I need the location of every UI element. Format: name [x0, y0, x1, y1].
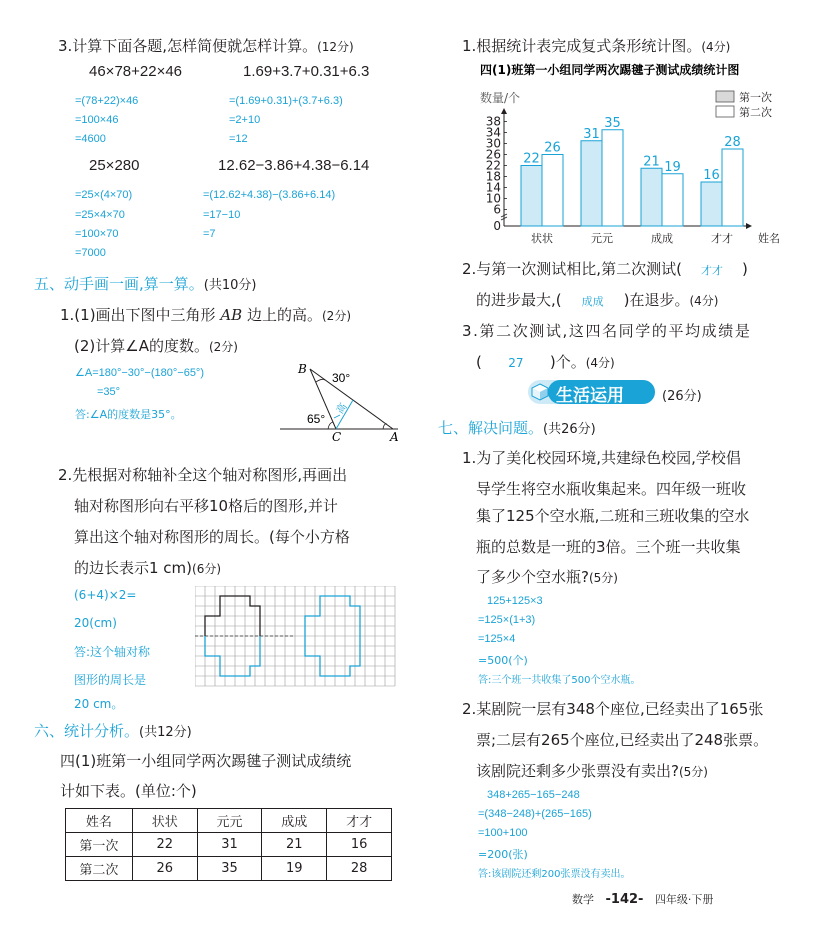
- bar-value-label: 28: [724, 135, 741, 150]
- cube-icon: [530, 382, 550, 402]
- sec5-q1-line2: (2)计算∠A的度数。(2分): [74, 337, 238, 355]
- legend-label: 第一次: [739, 91, 772, 104]
- x-category-label: 元元: [591, 232, 613, 245]
- table-cell: 16: [327, 833, 392, 857]
- table-header-row: [66, 809, 392, 833]
- bar: [521, 166, 542, 227]
- triangle-figure: [276, 360, 401, 442]
- bar: [602, 130, 623, 226]
- q3-expr-1: 46×78+22×46: [89, 63, 183, 80]
- label-angle-b: 30°: [332, 371, 351, 385]
- sec7-q1-line3: 集了125个空水瓶,二班和三班收集的空水: [476, 507, 750, 525]
- sec7-q1-step-1: 125+125×3: [487, 595, 543, 607]
- bar-value-label: 35: [604, 115, 621, 131]
- table-cell: 21: [262, 833, 327, 857]
- bar-value-label: 21: [643, 154, 660, 170]
- legend-swatch: [716, 91, 734, 102]
- sec7-q1-line2: 导学生将空水瓶收集起来。四年级一班收: [476, 480, 747, 498]
- sec7-q1-step-4: =500(个): [478, 654, 528, 667]
- y-tick-label: 6: [493, 202, 501, 217]
- section-6-title: 六、统计分析。(共12分): [34, 722, 192, 740]
- q3-expr-2: 1.69+3.7+0.31+6.3: [243, 63, 370, 80]
- bar: [542, 155, 563, 227]
- banner-points: (26分): [662, 389, 702, 404]
- sec7-q1-step-2: =125×(1+3): [478, 614, 536, 626]
- bar-value-label: 19: [664, 159, 681, 175]
- table-cell: 31: [197, 833, 262, 857]
- sec7-q1-step-3: =125×4: [478, 633, 516, 645]
- sec5-q2-line3: 算出这个轴对称图形的周长。(每个小方格: [74, 528, 350, 546]
- q3-step-1-1: =(78+22)×46: [75, 95, 139, 107]
- sec5-q1-ans-1: ∠A=180°−30°−(180°−65°): [75, 367, 204, 379]
- bar: [701, 182, 722, 226]
- right-q3-line1: 3.第二次测试,这四名同学的平均成绩是: [462, 322, 752, 340]
- y-tick-label: 0: [493, 219, 501, 233]
- sec5-q1-ans-3: 答:∠A的度数是35°。: [75, 408, 182, 421]
- footer-page-number: -142-: [605, 892, 644, 907]
- sec7-q2-step-3: =100+100: [478, 827, 528, 839]
- sec7-q1-line5: 了多少个空水瓶?(5分): [476, 568, 618, 586]
- y-tick-label: 10: [485, 191, 501, 206]
- label-a: A: [390, 430, 399, 442]
- x-category-label: 成成: [651, 232, 673, 245]
- sec7-q2-line2: 票;二层有265个座位,已经卖出了248张票。: [476, 731, 769, 749]
- q3-step-1-3: =4600: [75, 133, 106, 145]
- q3-blank: 27: [508, 356, 524, 370]
- q3-expr-3: 25×280: [89, 157, 140, 174]
- chart-legend: [716, 90, 772, 119]
- sec5-q2-ans-1: (6+4)×2=: [74, 588, 137, 602]
- q3-step-3-1: =25×(4×70): [75, 189, 133, 201]
- right-q3-line2: ( 27 )个。(4分): [476, 353, 615, 371]
- sec5-q2-line1: 2.先根据对称轴补全这个轴对称图形,再画出: [58, 466, 348, 484]
- sec7-q2-line1: 2.某剧院一层有348个座位,已经卖出了165张: [462, 700, 764, 718]
- q3-step-3-3: =100×70: [75, 228, 119, 240]
- symmetry-grid: [195, 586, 396, 687]
- q3-expr-4: 12.62−3.86+4.38−6.14: [218, 157, 370, 174]
- table-cell: 第一次: [66, 833, 133, 857]
- q3-step-2-3: =12: [229, 133, 248, 145]
- sec5-q1-line1: 1.(1)画出下图中三角形 AB 边上的高。(2分): [60, 306, 351, 324]
- bar-value-label: 26: [544, 140, 561, 156]
- sec7-q2-step-2: =(348−248)+(265−165): [478, 808, 592, 820]
- sec5-q2-ans-4: 图形的周长是: [74, 673, 147, 687]
- angle-c-arc: [328, 422, 333, 429]
- table-cell: 35: [197, 857, 262, 881]
- legend-swatch: [716, 106, 734, 117]
- q2-blank-2: 成成: [581, 295, 604, 308]
- q3-step-1-2: =100×46: [75, 114, 119, 126]
- legend-label: 第二次: [739, 106, 772, 119]
- y-tick-label: 38: [485, 114, 501, 129]
- table-cell: 28: [327, 857, 392, 881]
- q3-step-3-2: =25×4×70: [75, 209, 125, 221]
- bar: [641, 168, 662, 226]
- x-axis-arrow: [746, 223, 752, 229]
- table-header-cell: 状状: [132, 809, 197, 833]
- right-q1-title: 1.根据统计表完成复式条形统计图。(4分): [462, 37, 731, 55]
- table-cell: 22: [132, 833, 197, 857]
- sec5-q1-ans-2: =35°: [97, 386, 121, 398]
- sec5-q2-ans-5: 20 cm。: [74, 697, 124, 711]
- x-category-label: 才才: [711, 232, 733, 245]
- sec7-q1-line1: 1.为了美化校园环境,共建绿色校园,学校倡: [462, 449, 741, 467]
- sec6-intro-1: 四(1)班第一小组同学两次踢毽子测试成绩统: [60, 752, 352, 770]
- sec7-q2-step-1: 348+265−165−248: [487, 789, 580, 801]
- grid-svg: [195, 586, 396, 687]
- bar-value-label: 16: [703, 168, 720, 183]
- q3-step-4-2: =17−10: [203, 209, 241, 221]
- bar-chart: [476, 58, 796, 254]
- q3-step-4-1: =(12.62+4.38)−(3.86+6.14): [203, 189, 336, 201]
- table-cell: 第二次: [66, 857, 133, 881]
- label-b: B: [298, 362, 307, 376]
- bar-value-label: 31: [583, 126, 600, 142]
- y-tick-label: 34: [485, 125, 501, 140]
- score-table: [65, 808, 392, 881]
- sec7-q1-answer: 答:三个班一共收集了500个空水瓶。: [478, 675, 641, 686]
- sec7-q2-line3: 该剧院还剩多少张票没有卖出?(5分): [476, 762, 708, 780]
- banner-title: 生活运用: [556, 386, 624, 406]
- section-5-title: 五、动手画一画,算一算。(共10分): [34, 275, 257, 293]
- y-tick-label: 14: [485, 180, 501, 195]
- table-row: [66, 857, 392, 881]
- sec5-q2-ans-3: 答:这个轴对称: [74, 645, 151, 659]
- q3-step-3-4: =7000: [75, 247, 106, 259]
- sec5-q2-ans-2: 20(cm): [74, 616, 117, 630]
- footer-subject: 数学: [572, 893, 594, 906]
- right-q2-line2: 的进步最大,( 成成 )在退步。(4分): [476, 291, 719, 309]
- sec7-q2-step-4: =200(张): [478, 848, 528, 861]
- q3-step-2-2: =2+10: [229, 114, 261, 126]
- table-header-cell: 姓名: [66, 809, 133, 833]
- label-height: 高: [334, 401, 350, 417]
- y-tick-label: 22: [485, 158, 501, 173]
- footer-grade: 四年级·下册: [654, 893, 714, 906]
- table-cell: 26: [132, 857, 197, 881]
- chart-title: 四(1)班第一小组同学两次踢毽子测试成绩统计图: [480, 63, 740, 77]
- sec5-q2-line4: 的边长表示1 cm)(6分): [74, 559, 222, 577]
- sec5-q2-line2: 轴对称图形向右平移10格后的图形,并计: [74, 497, 338, 515]
- table-header-cell: 才才: [327, 809, 392, 833]
- bar: [662, 174, 683, 226]
- right-q2-line1: 2.与第一次测试相比,第二次测试( 才才 ): [462, 260, 748, 278]
- table-cell: 19: [262, 857, 327, 881]
- table-header-cell: 元元: [197, 809, 262, 833]
- q3-step-4-3: =7: [203, 228, 216, 240]
- x-category-label: 状状: [531, 232, 553, 245]
- chart-bars: [521, 116, 743, 226]
- chart-x-axis: [531, 231, 733, 245]
- bar: [722, 149, 743, 226]
- table-row: [66, 833, 392, 857]
- page-footer: [572, 891, 713, 907]
- y-tick-label: 18: [485, 169, 501, 184]
- right-angle-mark: [334, 415, 340, 418]
- chart-ylabel: 数量/个: [480, 91, 521, 105]
- section-7-title: 七、解决问题。(共26分): [438, 419, 596, 437]
- bar: [581, 141, 602, 226]
- y-axis-arrow: [501, 108, 507, 114]
- chart-xlabel: 姓名: [758, 232, 780, 245]
- table-header-cell: 成成: [262, 809, 327, 833]
- sec7-q2-answer: 答:该剧院还剩200张票没有卖出。: [478, 869, 631, 880]
- y-tick-label: 30: [485, 136, 501, 151]
- q3-title: 3.计算下面各题,怎样简便就怎样计算。(12分): [58, 37, 354, 55]
- sec7-q1-line4: 瓶的总数是一班的3倍。三个班一共收集: [476, 538, 741, 556]
- bar-value-label: 22: [523, 151, 540, 167]
- q3-step-2-1: =(1.69+0.31)+(3.7+6.3): [229, 95, 343, 107]
- label-angle-c: 65°: [307, 412, 326, 426]
- life-application-banner: [528, 380, 655, 404]
- y-tick-label: 26: [485, 147, 501, 162]
- q2-blank-1: 才才: [700, 264, 723, 277]
- sec6-intro-2: 计如下表。(单位:个): [60, 782, 197, 800]
- angle-b-arc: [316, 379, 325, 382]
- label-c: C: [332, 430, 342, 442]
